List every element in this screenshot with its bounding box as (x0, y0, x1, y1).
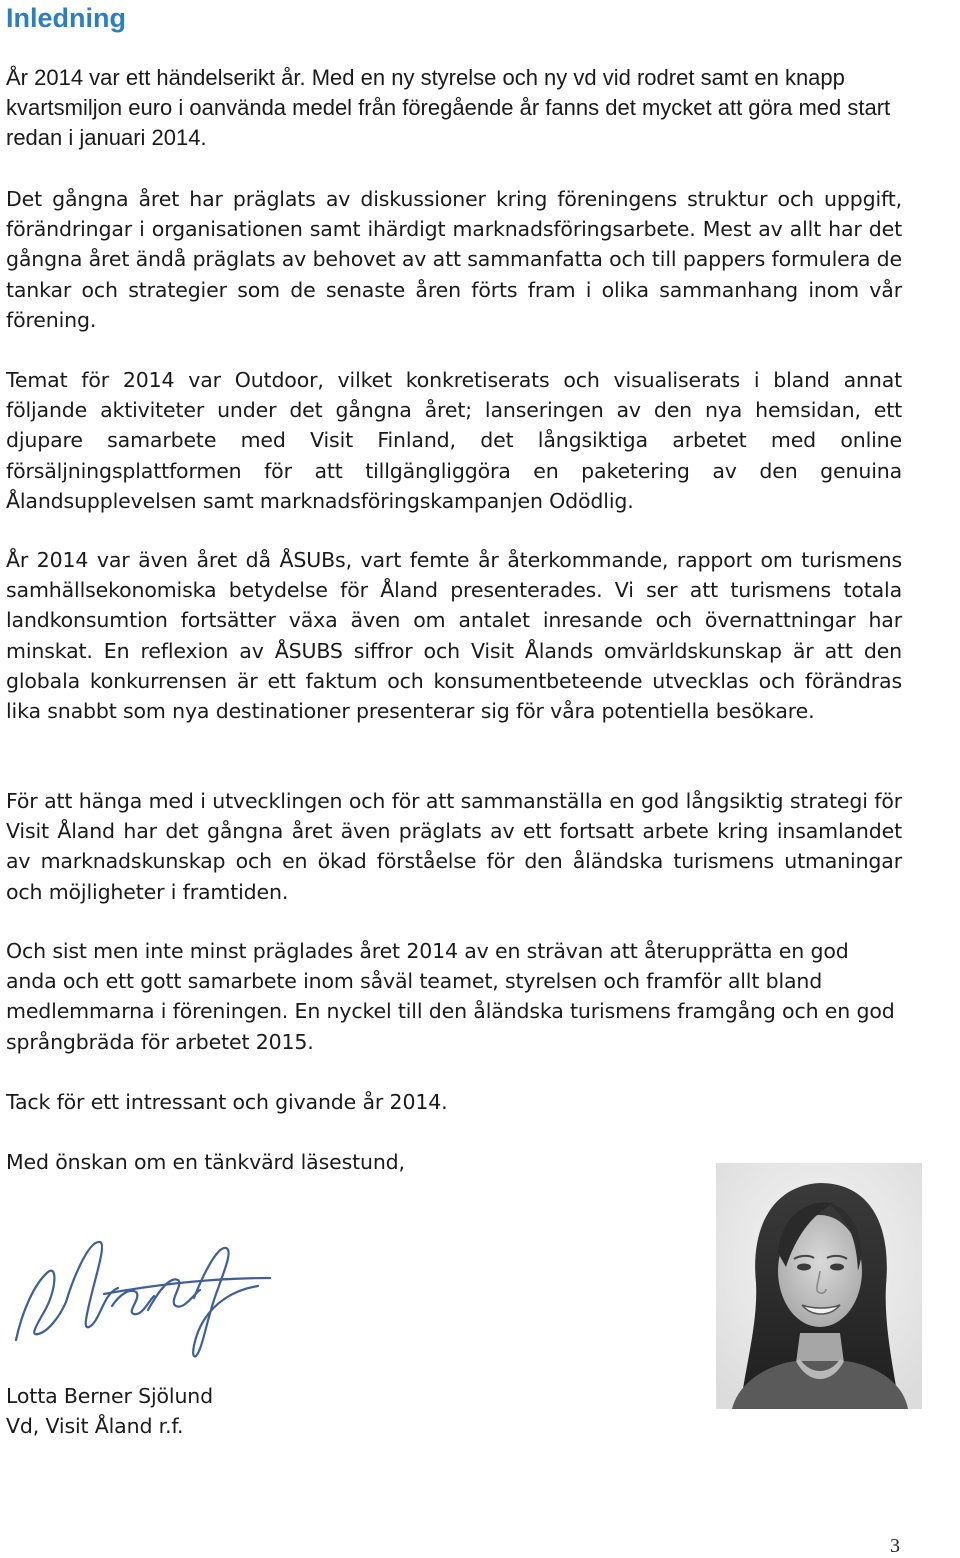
paragraph-year-summary: Det gångna året har präglats av diskussioner kring föreningens struktur och uppgift, förändringar i organisationen samt ihärdigt marknadsföringsarbete. Mest av allt har det gångna året ändå präglats av behovet av att sammanfatta och till pappers formulera de tankar och strategier som de senaste åren förts fram i olika sammanhang inom vår förening. (6, 187, 902, 332)
paragraph-outdoor-theme: Temat för 2014 var Outdoor, vilket konkretiserats och visualiserats i bland annat följande aktiviteter under det gångna året; lanseringen av den nya hemsidan, ett djupare samarbete med Visit Finland, det långsiktiga arbetet med online försäljningsplattformen för att tillgängliggöra en paketering av den genuina Ålandsupplevelsen samt marknadsföringskampanjen Odödlig. (6, 368, 902, 513)
page-title: Inledning (6, 3, 126, 33)
paragraph-intro: År 2014 var ett händelserikt år. Med en ny styrelse och ny vd vid rodret samt en knapp kvartsmiljon euro i oanvända medel från föregående år fanns det mycket att göra med start redan i januari 2014. (6, 65, 891, 151)
paragraph-closing-wish: Med önskan om en tänkvärd läsestund, (6, 1150, 405, 1174)
handwritten-signature (8, 1232, 278, 1362)
portrait-illustration (716, 1163, 922, 1409)
paragraph-asub-report: År 2014 var även året då ÅSUBs, vart femte år återkommande, rapport om turismens samhällsekonomiska betydelse för Åland presenterades. Vi ser att turismens totala landkonsumtion fortsätter växa även om antalet inresande och övernattningar har minskat. En reflexion av ÅSUBS siffror och Visit Ålands omvärldskunskap är att den globala konkurrensen är ett faktum och konsumentbeteende utvecklas och förändras lika snabbt som nya destinationer presenterar sig för våra potentiella besökare. (6, 548, 902, 724)
page-number: 3 (890, 1535, 900, 1557)
paragraph-thanks: Tack för ett intressant och givande år 2014. (6, 1090, 448, 1114)
paragraph-cooperation: Och sist men inte minst präglades året 2014 av en strävan att återupprätta en god anda och ett gott samarbete inom såväl teamet, styrelsen och framför allt bland medlemmarna i föreningen. En nyckel till den åländska turismens framgång och en god språngbräda för arbetet 2015. (6, 939, 895, 1054)
portrait-photo (716, 1163, 922, 1409)
signoff-title: Vd, Visit Åland r.f. (6, 1414, 184, 1439)
paragraph-strategy: För att hänga med i utvecklingen och för att sammanställa en god långsiktig strategi för Visit Åland har det gångna året även präglats av ett fortsatt arbete kring insamlandet av marknadskunskap och en ökad förståelse för den åländska turismens utmaningar och möjligheter i framtiden. (6, 789, 902, 904)
signoff-name: Lotta Berner Sjölund (6, 1384, 213, 1408)
signoff-block (6, 1381, 902, 1441)
